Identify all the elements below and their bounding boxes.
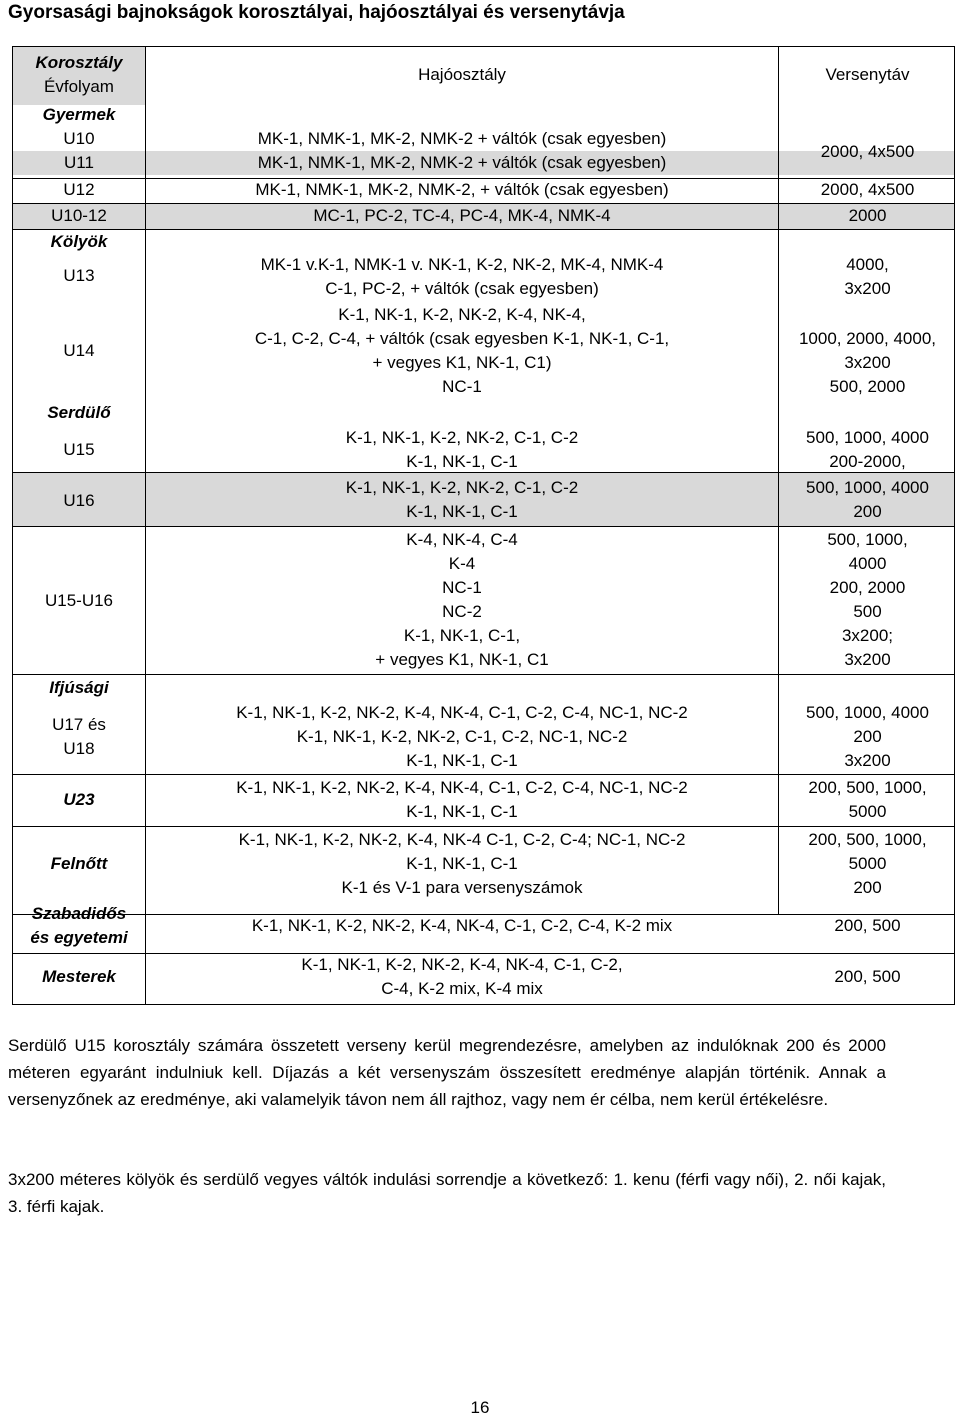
boats-u23-line1: K-1, NK-1, K-2, NK-2, K-4, NK-4, C-1, C-2, C-4, NC-1, NC-2 [236,778,688,797]
age-u14: U14 [63,341,95,360]
boats-felnott-line2: K-1, NK-1, C-1 [406,854,518,873]
header-age-group: Korosztály [35,53,123,72]
distance-u14-line2: 3x200 [844,353,891,372]
category-u23: U23 [63,790,95,809]
distance-u14-line3: 500, 2000 [829,377,906,396]
boats-u17-18-line3: K-1, NK-1, C-1 [406,751,518,770]
distance-u10-12: 2000 [848,206,887,225]
distance-u15-16-line6: 3x200 [844,650,891,669]
boats-u14-line2: C-1, C-2, C-4, + váltók (csak egyesben K-1, NK-1, C-1, [254,329,670,348]
header-distance: Versenytáv [825,65,910,84]
distance-u15-16-line5: 3x200; [841,626,894,645]
distance-szabadidos: 200, 500 [834,916,901,935]
boats-u16-line2: K-1, NK-1, C-1 [406,502,518,521]
row-divider [13,674,955,675]
distance-u23-line2: 5000 [848,802,887,821]
boats-u15-16-line1: K-4, NK-4, C-4 [406,530,518,549]
distance-felnott-line2: 5000 [848,854,887,873]
distance-mesterek: 200, 500 [834,967,901,986]
boats-u15-16-line2: K-4 [448,554,476,573]
boats-u14-line4: NC-1 [442,377,482,396]
boats-u15-16-line4: NC-2 [442,602,482,621]
age-u12: U12 [63,180,95,199]
boats-u15-line2: K-1, NK-1, C-1 [406,452,518,471]
age-u15: U15 [63,440,95,459]
category-szabadidos-line1: Szabadidős [31,904,127,923]
page-title: Gyorsasági bajnokságok korosztályai, hajóosztályai és versenytávja [8,2,625,23]
header-year: Évfolyam [44,77,114,96]
boats-u10-12: MC-1, PC-2, TC-4, PC-4, MK-4, NMK-4 [313,206,611,225]
note-paragraph-u15: Serdülő U15 korosztály számára összetett verseny kerül megrendezésre, amelyben az indulóknak 200 és 2000 méteren egyaránt indulniuk kell. Díjazás a két versenyszám összesített eredménye alapján történik. Annak a versenyzőnek az eredménye, aki valamelyik távon nem áll rajthoz, vagy nem ér célba, nem kerül értékelésre. [8,1036,886,1109]
category-felnott: Felnőtt [50,854,108,873]
age-u15-u16: U15-U16 [44,591,114,610]
row-divider [13,774,955,775]
header-boat-class: Hajóosztály [418,65,506,84]
boats-u16-line1: K-1, NK-1, K-2, NK-2, C-1, C-2 [345,478,579,497]
distance-u10-u11: 2000, 4x500 [820,142,915,161]
distance-u15-16-line4: 500 [853,602,882,621]
boats-u14-line3: + vegyes K1, NK-1, C1) [372,353,552,372]
distance-u14-line1: 1000, 2000, 4000, [798,329,937,348]
distance-u16-line2: 200 [853,502,882,521]
boats-u17-18-line2: K-1, NK-1, K-2, NK-2, C-1, C-2, NC-1, NC-2 [296,727,628,746]
boats-u10: MK-1, NMK-1, MK-2, NMK-2 + váltók (csak egyesben) [257,129,667,148]
age-u10-12: U10-12 [51,206,107,225]
distance-u17-18-line3: 3x200 [844,751,891,770]
distance-u17-18-line1: 500, 1000, 4000 [806,703,929,722]
category-szabadidos-line2: és egyetemi [30,928,128,947]
note-paragraph-relay: 3x200 méteres kölyök és serdülő vegyes váltók indulási sorrendje a következő: 1. kenu (férfi vagy női), 2. női kajak, 3. férfi kajak. [8,1170,886,1216]
boats-u14-line1: K-1, NK-1, K-2, NK-2, K-4, NK-4, [338,305,586,324]
age-u10: U10 [63,129,95,148]
category-kolyok: Kölyök [50,232,108,251]
category-ifjusagi: Ifjúsági [49,678,109,697]
distance-u13-line2: 3x200 [844,279,891,298]
age-u17: U17 és [52,715,106,734]
category-serdulo: Serdülő [47,403,111,422]
category-gyermek: Gyermek [42,105,116,124]
page-number: 16 [470,1398,490,1417]
row-divider [13,526,955,527]
row-divider [13,826,955,827]
distance-u23-line1: 200, 500, 1000, [808,778,927,797]
boats-felnott-line3: K-1 és V-1 para versenyszámok [341,878,583,897]
boats-u15-16-line3: NC-1 [442,578,482,597]
row-divider [13,229,955,230]
boats-u15-line1: K-1, NK-1, K-2, NK-2, C-1, C-2 [345,428,579,447]
distance-felnott-line3: 200 [853,878,882,897]
distance-u15-16-line1: 500, 1000, [827,530,908,549]
category-mesterek: Mesterek [42,967,116,986]
boats-u12: MK-1, NMK-1, MK-2, NMK-2, + váltók (csak egyesben) [255,180,669,199]
boats-mesterek-line1: K-1, NK-1, K-2, NK-2, K-4, NK-4, C-1, C-2, [301,955,623,974]
boats-u15-16-line5: K-1, NK-1, C-1, [403,626,521,645]
boats-szabadidos: K-1, NK-1, K-2, NK-2, K-4, NK-4, C-1, C-2, C-4, K-2 mix [251,916,673,935]
distance-u15-16-line3: 200, 2000 [829,578,906,597]
boats-u13-line1: MK-1 v.K-1, NMK-1 v. NK-1, K-2, NK-2, MK-4, NMK-4 [260,255,664,274]
age-u11: U11 [64,153,94,172]
distance-u17-18-line2: 200 [853,727,882,746]
distance-felnott-line1: 200, 500, 1000, [808,830,927,849]
boats-u11: MK-1, NMK-1, MK-2, NMK-2 + váltók (csak egyesben) [257,153,667,172]
boats-mesterek-line2: C-4, K-2 mix, K-4 mix [381,979,543,998]
age-u18: U18 [63,739,95,758]
distance-u13-line1: 4000, [846,255,889,274]
boats-felnott-line1: K-1, NK-1, K-2, NK-2, K-4, NK-4 C-1, C-2, C-4; NC-1, NC-2 [238,830,686,849]
age-u16: U16 [63,491,95,510]
boats-u23-line2: K-1, NK-1, C-1 [406,802,518,821]
distance-u16-line1: 500, 1000, 4000 [806,478,929,497]
distance-u12: 2000, 4x500 [820,180,915,199]
boats-u13-line2: C-1, PC-2, + váltók (csak egyesben) [325,279,599,298]
age-u13: U13 [63,266,95,285]
distance-u15-line2: 200-2000, [829,452,906,471]
distance-table [12,46,955,1005]
boats-u17-18-line1: K-1, NK-1, K-2, NK-2, K-4, NK-4, C-1, C-2, C-4, NC-1, NC-2 [236,703,688,722]
boats-u15-16-line6: + vegyes K1, NK-1, C1 [375,650,549,669]
distance-u15-line1: 500, 1000, 4000 [806,428,929,447]
distance-u15-16-line2: 4000 [848,554,887,573]
